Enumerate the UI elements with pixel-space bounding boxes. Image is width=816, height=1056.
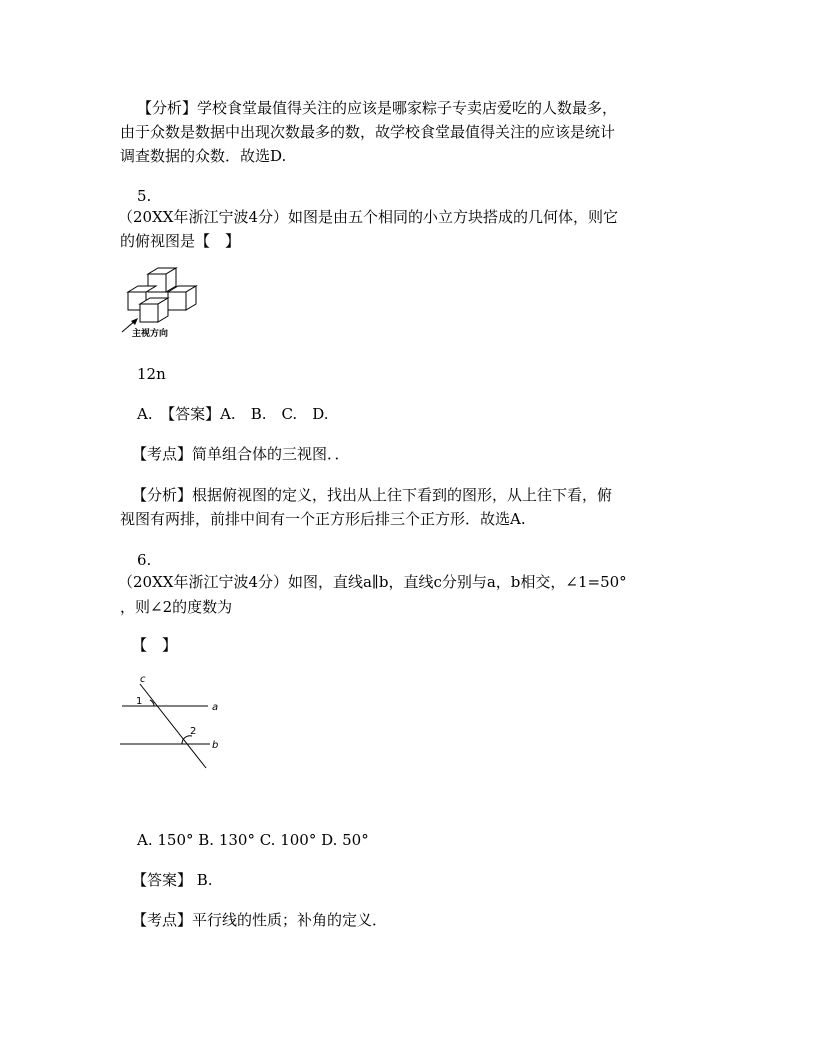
q6-options: A. 150° B. 130° C. 100° D. 50° [137,831,369,849]
q5-analysis-line-1: 【分析】根据俯视图的定义，找出从上往下看到的图形，从上往下看，俯 [132,486,613,504]
q4-analysis-line-3: 调查数据的众数．故选D. [120,147,287,165]
q6-answer: 【答案】 B. [132,871,213,889]
cube-front [140,298,168,322]
q5-stem-line-2: 的俯视图是【 】 [120,232,241,250]
q6-stem-line-2: ，则∠2的度数为 [120,598,233,616]
q6-kaodian: 【考点】平行线的性质；补角的定义． [132,911,388,929]
q6-parallel-lines-figure [116,672,228,774]
q6-answer-bracket: 【 】 [132,636,178,654]
q5-kaodian: 【考点】简单组合体的三视图．． [132,445,350,463]
cube-back-right [168,286,196,310]
q5-options-answer: A. 【答案】A. B. C. D. [137,405,329,423]
label-1: 1 [136,696,143,707]
label-a: a [212,702,219,713]
q4-analysis-line-1: 【分析】学校食堂最值得关注的应该是哪家粽子专卖店爱吃的人数最多， [137,99,618,117]
q5-stem-line-1: （20XX年浙江宁波4分）如图是由五个相同的小立方块搭成的几何体，则它 [118,208,618,226]
q5-analysis-line-2: 视图有两排，前排中间有一个正方形后排三个正方形．故选A. [120,510,526,528]
label-c: c [140,674,146,685]
q5-cube-figure [118,266,200,340]
q5-number: 5. [137,187,152,205]
q4-analysis-line-2: 由于众数是数据中出现次数最多的数，故学校食堂最值得关注的应该是统计 [120,123,616,141]
q6-stem-line-1: （20XX年浙江宁波4分）如图，直线a∥b，直线c分别与a，b相交，∠1=50° [118,573,627,591]
q5-code: 12n [137,365,166,383]
label-2: 2 [190,726,197,737]
q6-number: 6. [137,551,152,569]
label-b: b [212,740,219,751]
view-direction-label: 主视方向 [132,329,169,339]
